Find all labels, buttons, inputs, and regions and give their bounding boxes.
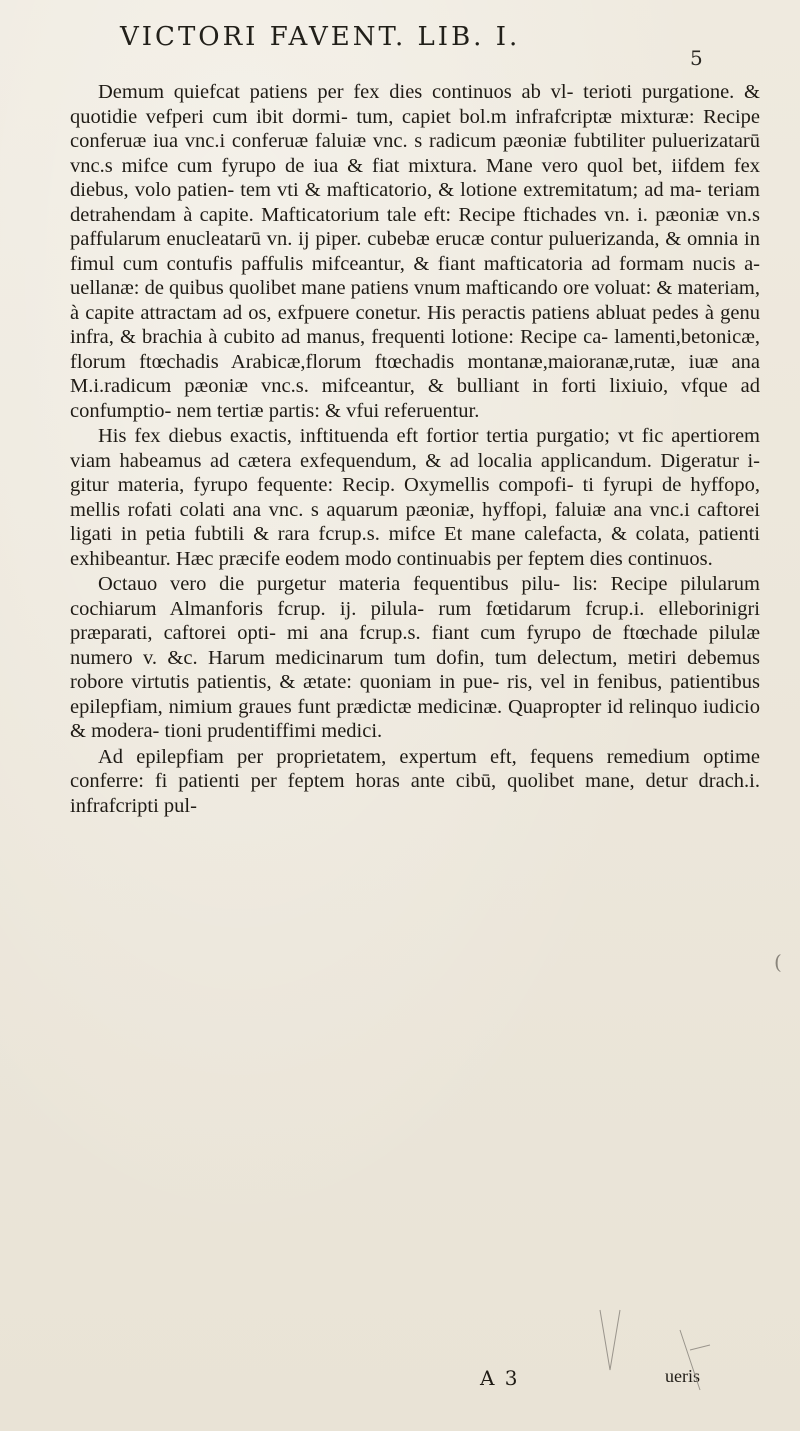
paragraph-2: His fex diebus exactis, inftituenda eft fortior tertia purgatio; vt fic apertiorem viam habeamus ad cætera exfequendum, & ad localia applicandum. Digeratur i- gitur materia, fyrupo fequente: Recip. Oxymellis compofi- ti fyrupi de hyffopo, mellis rofati colati ana vnc. s aquarum pæoniæ, hyffopi, faluiæ ana vnc.i caftorei ligati in petia fubtili & rara fcrup.s. mifce Et mane calefacta, & colata, patienti exhibeantur. Hæc præcife eodem modo continuabis per feptem dies continuos. [70,425,760,570]
page-number: 5 [690,46,703,70]
page-header [0,22,800,70]
paragraph-3: Octauo vero die purgetur materia fequentibus pilu- lis: Recipe pilularum cochiarum Almanforis fcrup. ij. pilula- rum fœtidarum fcrup.i. elleborinigri præparati, caftorei opti- mi ana fcrup.s. fiant cum fyrupo de ftœchade pilulæ numero v. &c. Harum medicinarum tum dofin, tum delectum, metiri debemus robore virtutis patientis, & ætate: quoniam in pue- ris, vel in fenibus, patientibus epilepfiam, nimium graues funt prædictæ medicinæ. Quapropter id relinquo iudicio & modera- tioni prudentiffimi medici. [70,573,760,742]
signature-mark: A 3 [480,1366,520,1390]
pencil-scribble-mark [580,1250,730,1400]
catchword: ueris [665,1366,700,1386]
margin-mark: ( [774,950,782,974]
paragraph-1: Demum quiefcat patiens per fex dies continuos ab vl- terioti purgatione. & quotidie vefperi cum ibit dormi- tum, capiet bol.m infrafcriptæ mixturæ: Recipe conferuæ iua vnc.i conferuæ faluiæ vnc. s radicum pæoniæ fubtiliter puluerizatarū vnc.s mifce cum fyrupo de iua & fiat mixtura. Mane vero quol bet, iifdem fex diebus, volo patien- tem vti & mafticatorio, & lotione extremitatum; ad ma- teriam detrahendam à capite. Mafticatorium tale eft: Recipe ftichades vn. i. pæoniæ vn.s paffularum enucleatarū vn. ij piper. cubebæ erucæ contur puluerizanda, & omnia in fimul cum contufis paffulis mifceantur, & fiant mafticatoria ad formam nucis a- uellanæ: de quibus quolibet mane patiens vnum mafticando ore voluat: & materiam, à capite attractam ad os, exfpuere conetur. His peractis patiens abluat pedes à genu infra, & brachia à cubito ad manus, frequenti lotione: Recipe ca- lamenti,betonicæ, florum ftœchadis Arabicæ,florum ftœchadis montanæ,maioranæ,rutæ, iuæ ana M.i.radicum pæoniæ vnc.s. mifceantur, & bulliant in forti lixiuio, vfque ad confumptio- nem tertiæ partis: & vfui referuentur. [70,81,760,422]
running-head: VICTORI FAVENT. LIB. I. [120,22,521,52]
body-text [70,80,760,819]
paragraph-4: Ad epilepfiam per proprietatem, expertum eft, fequens remedium optime conferre: fi patienti per feptem horas ante cibū, quolibet mane, detur drach.i. infrafcripti pul- [70,745,760,817]
